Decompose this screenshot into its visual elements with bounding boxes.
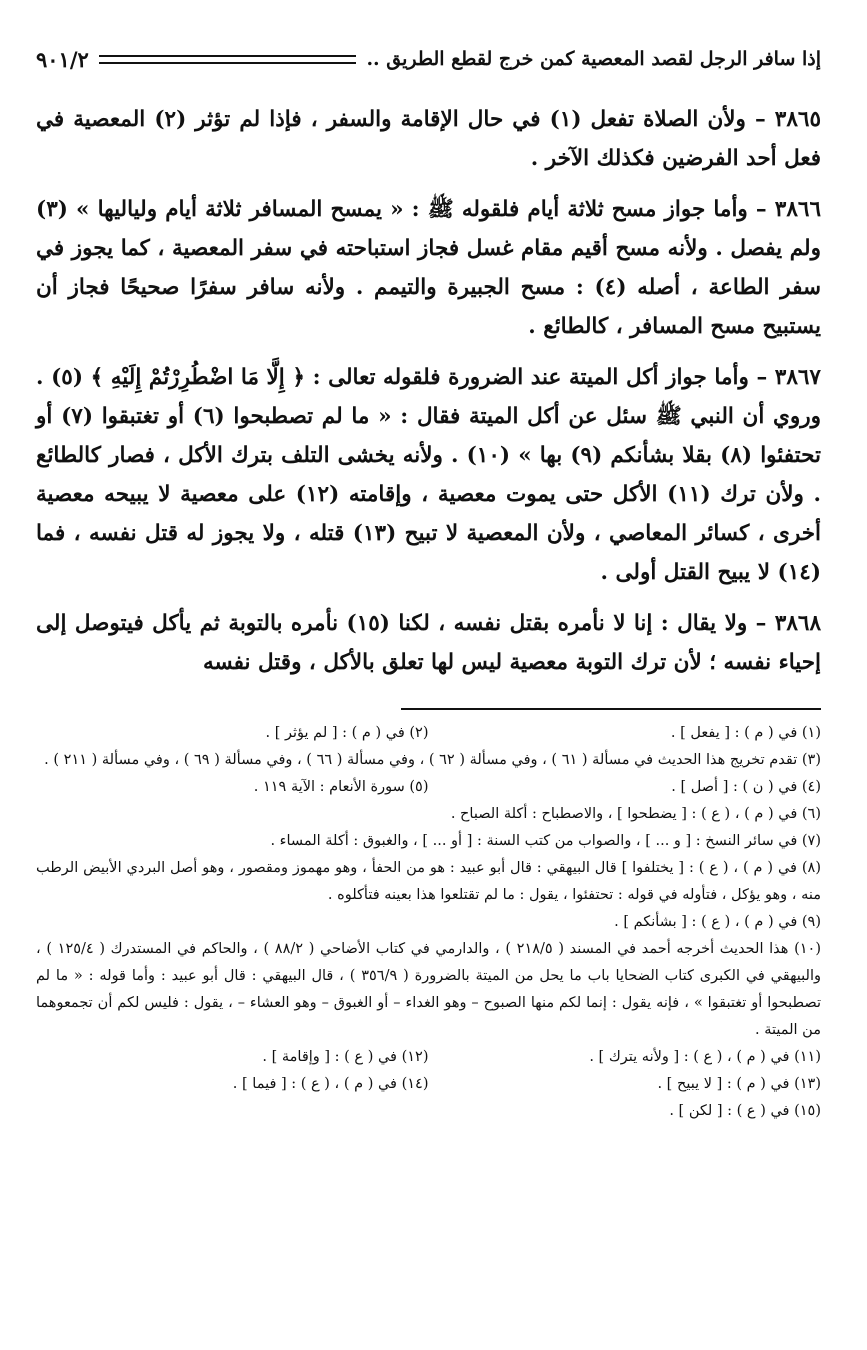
footnote-6: (٦) في ( م ) ، ( ع ) : [ يضطحوا ] ، والاصطباح : أكلة الصباح . (450, 806, 821, 822)
paragraph-3867: ٣٨٦٧ – وأما جواز أكل الميتة عند الضرورة فلقوله تعالى : ﴿ إِلَّا مَا اضْطُرِرْتُمْ إِلَيْهِ ﴾ (٥) . وروي أن النبي ﷺ سئل عن أكل الميتة فقال : « ما لم تصطبحوا (٦) أو تغتبقوا (٧) أو تحتفئوا (٨) بقلا بشأنكم (٩) بها » (١٠) . ولأنه يخشى التلف بترك الأكل ، فصار كالطائع . ولأن ترك (١١) الأكل حتى يموت معصية ، وإقامته (١٢) على معصية لا يبيحه معصية أخرى ، كسائر المعاصي ، ولأن المعصية لا تبيح (١٣) قتله ، ولا يجوز له قتل نفسه ، فما (١٤) لا يبيح القتل أولى . (36, 365, 822, 585)
footnote-row (36, 1071, 821, 1098)
footnote-row (36, 1044, 821, 1071)
main-text (36, 100, 821, 682)
footnote-13: (١٣) في ( م ) : [ لا يبيح ] . (657, 1076, 821, 1092)
footnote-11: (١١) في ( م ) ، ( ع ) : [ ولأنه يترك ] . (589, 1049, 821, 1065)
footnote-8: (٨) في ( م ) ، ( ع ) : [ يختلفوا ] قال البيهقي : قال أبو عبيد : هو من الحفأ ، وهو مهموز ومقصور ، وهو أصل البردي الأبيض الرطب منه ، وهو يؤكل ، فتأوله في قوله : تحتفئوا ، يقول : ما لم تقتلعوا هذا بعينه فتأكلوه . (36, 860, 821, 903)
footnotes (36, 720, 821, 1125)
page-number: ٩٠١/٢ (36, 46, 89, 72)
footnote-14: (١٤) في ( م ) ، ( ع ) : [ فيما ] . (232, 1076, 429, 1092)
paragraph-3865: ٣٨٦٥ – ولأن الصلاة تفعل (١) في حال الإقامة والسفر ، فإذا لم تؤثر (٢) المعصية في فعل أحد الفرضين فكذلك الآخر . (36, 107, 821, 171)
footnote-7: (٧) في سائر النسخ : [ و ... ] ، والصواب من كتب السنة : [ أو ... ] ، والغبوق : أكلة المساء . (270, 833, 821, 849)
footnote-10: (١٠) هذا الحديث أخرجه أحمد في المسند ( ٢١٨/٥ ) ، والدارمي في كتاب الأضاحي ( ٨٨/٢ ) ، والحاكم في المستدرك ( ١٢٥/٤ ) ، والبيهقي في الكبرى كتاب الضحايا باب ما يحل من الميتة بالضرورة ( ٣٥٦/٩ ) ، قال البيهقي : قال أبو عبيد : وأما قوله : « ما لم تصطبحوا أو تغتبقوا » ، فإنه يقول : إنما لكم منها الصبوح – وهو الغداء – أو الغبوق – وهو العشاء – ، يقول : فليس لكم أن تجمعوهما من الميتة . (36, 941, 821, 1038)
footnote-2: (٢) في ( م ) : [ لم يؤثر ] . (265, 725, 429, 741)
footnote-15: (١٥) في ( ع ) : [ لكن ] . (669, 1103, 821, 1119)
footnote-row (36, 774, 821, 801)
paragraph-3866: ٣٨٦٦ – وأما جواز مسح ثلاثة أيام فلقوله ﷺ : « يمسح المسافر ثلاثة أيام ولياليها » (٣) ولم يفصل . ولأنه مسح أقيم مقام غسل فجاز استباحته في سفر المعصية ، كما يجوز في سفر الطاعة ، أصله (٤) : مسح الجبيرة والتيمم . ولأنه سافر سفرًا صحيحًا فجاز أن يستبيح مسح المسافر ، كالطائع . (36, 197, 822, 339)
footnote-5: (٥) سورة الأنعام : الآية ١١٩ . (253, 779, 429, 795)
footnote-9: (٩) في ( م ) ، ( ع ) : [ بشأنكم ] . (614, 914, 821, 930)
paragraph-3868: ٣٨٦٨ – ولا يقال : إنا لا نأمره بقتل نفسه ، لكنا (١٥) نأمره بالتوبة ثم يأكل فيتوصل إلى إحياء نفسه ؛ لأن ترك التوبة معصية ليس لها تعلق بالأكل ، وقتل نفسه (36, 611, 821, 675)
footnote-divider (401, 708, 821, 710)
running-title: إذا سافر الرجل لقصد المعصية كمن خرج لقطع الطريق .. (366, 48, 821, 70)
footnote-row (36, 720, 821, 747)
footnote-1: (١) في ( م ) : [ يفعل ] . (670, 725, 821, 741)
footnote-3: (٣) تقدم تخريج هذا الحديث في مسألة ( ٦١ ) ، وفي مسألة ( ٦٢ ) ، وفي مسألة ( ٦٦ ) ، وفي مسألة ( ٦٩ ) ، وفي مسألة ( ٢١١ ) . (44, 752, 821, 768)
header-rule (99, 55, 357, 64)
footnote-12: (١٢) في ( ع ) : [ وإقامة ] . (262, 1049, 429, 1065)
page-header (36, 42, 821, 76)
footnote-4: (٤) في ( ن ) : [ أصل ] . (671, 779, 821, 795)
